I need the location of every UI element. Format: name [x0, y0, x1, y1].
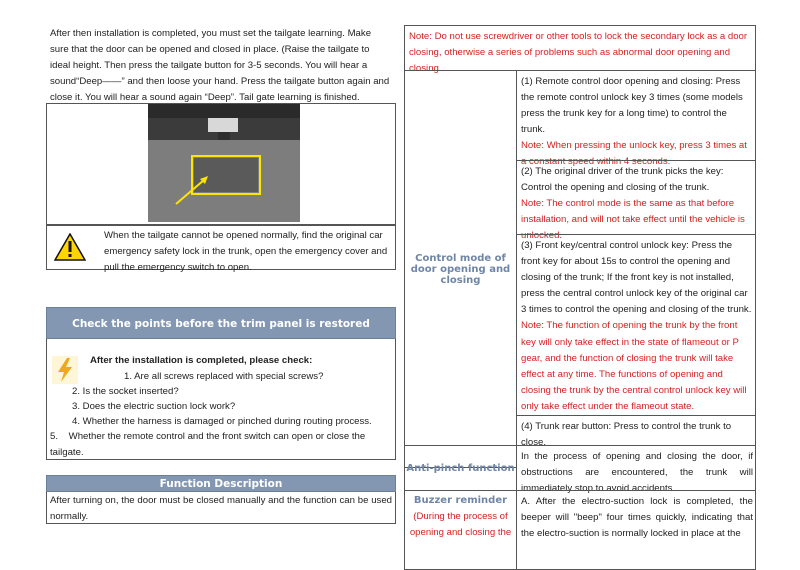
function-section-title: Function Description: [46, 475, 396, 492]
control-4-text: (4) Trunk rear button: Press to control the trunk to close.: [521, 421, 732, 449]
top-note-text: Note: Do not use screwdriver or other tools to lock the secondary lock as a door closing, otherwise a series of problems such as abnormal door opening and closing.: [409, 31, 748, 75]
tailgate-photo: [148, 104, 300, 222]
check-item-1: 1. Are all screws replaced with special screws?: [124, 371, 324, 382]
control-3-text: (3) Front key/central control unlock key: Press the front key for about 15s to control the opening and closing of the trunk; If the front key is not installed, press the central control unlock key of the original car 3 times to control the opening and closing of the trunk.: [521, 240, 752, 316]
control-1-note: Note: When pressing the unlock key, press 3 times at a constant speed within 4 seconds.: [521, 140, 747, 168]
antipinch-cell: [516, 445, 756, 495]
check-section-title: Check the points before the trim panel is restored: [46, 307, 396, 339]
function-text: After turning on, the door must be closed manually and the function can be used normally.: [50, 495, 392, 522]
buzzer-label-cell: [404, 490, 517, 570]
top-note-cell: [404, 25, 756, 75]
control-1-text: (1) Remote control door opening and closing: Press the remote control unlock key 3 times (some models press the trunk key for a long time) to control the trunk.: [521, 76, 743, 136]
function-table: [404, 25, 756, 566]
warning-triangle-icon: [54, 233, 86, 261]
check-item-2: 2. Is the socket inserted?: [72, 386, 179, 397]
check-item-5: 5. Whether the remote control and the front switch can open or close the tailgate.: [50, 431, 366, 458]
buzzer-sublabel: (During the process of opening and closing the: [409, 511, 512, 538]
buzzer-label: Buzzer reminder: [413, 495, 508, 506]
control-label-cell: [404, 70, 517, 468]
control-cell-1: [516, 70, 756, 168]
control-3-note: Note: The function of opening the trunk by the front key will only take effect in the state of flameout or P gear, and the function of closing the trunk will take effect at any time. The functions of opening and closing the trunk by the central control unlock key will only take effect under the flameout state.: [521, 320, 747, 412]
control-cell-3: [516, 234, 756, 416]
control-cell-4: [516, 415, 756, 449]
check-item-4: 4. Whether the harness is damaged or pinched during routing process.: [72, 416, 372, 427]
check-item-3: 3. Does the electric suction lock work?: [72, 401, 236, 412]
control-2-note: Note: The control mode is the same as that before installation, and will not take effect until the vehicle is unlocked.: [521, 198, 745, 242]
control-cell-2: [516, 160, 756, 242]
antipinch-label: Anti-pinch function: [406, 462, 515, 474]
buzzer-text: A. After the electro-suction lock is completed, the beeper will "beep" four times quickly, indicating that the electro-suction is normally locked in place at the: [521, 496, 753, 540]
warning-text: When the tailgate cannot be opened normally, find the original car emergency safety lock in the trunk, open the emergency cover and pull the emergency switch to open.: [104, 230, 388, 273]
antipinch-text: In the process of opening and closing the door, if obstructions are encountered, the trunk will immediately stop to avoid accidents.: [521, 451, 753, 495]
check-heading: After the installation is completed, please check:: [90, 355, 313, 366]
control-label: Control mode of door opening and closing: [410, 252, 511, 286]
buzzer-cell: [516, 490, 756, 570]
antipinch-label-cell: [404, 445, 517, 491]
control-2-text: (2) The original driver of the trunk picks the key: Control the opening and closing of the trunk.: [521, 166, 724, 194]
lightning-icon: [52, 356, 78, 384]
intro-paragraph: After then installation is completed, you must set the tailgate learning. Make sure that the door can be opened and closed in place. (Raise the tailgate to ideal height. Then press the tailgate button for 3-5 seconds. You will hear a sound“Deep——” and then loose your hand. Press the tailgate button again and close it. You will hear a sound again “Deep”. Tail gate learning is finished.: [50, 28, 390, 103]
